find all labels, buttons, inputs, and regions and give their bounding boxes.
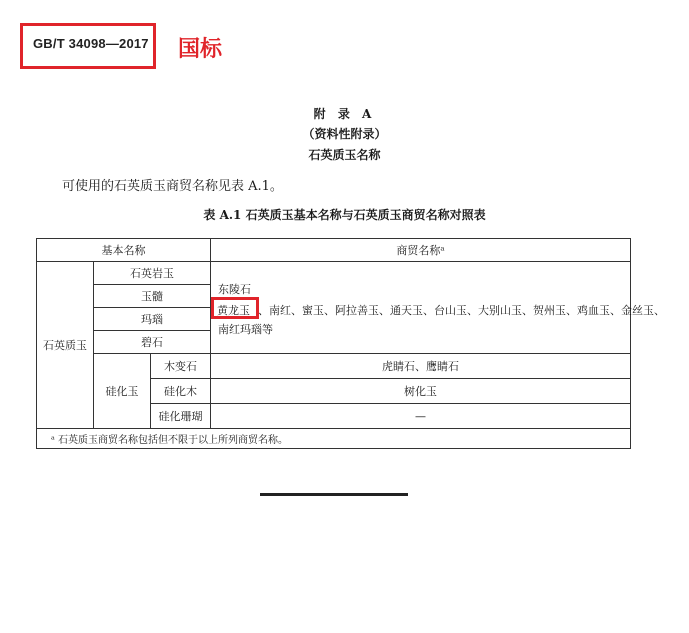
appendix-label: 附 录 A <box>313 107 376 121</box>
annotation-label: 国标 <box>178 37 223 62</box>
group2-name-cell: 硅化玉 <box>93 353 151 429</box>
name-cell: 玛瑙 <box>93 307 211 331</box>
appendix-title: 石英质玉名称 <box>308 148 381 162</box>
name-cell: 木变石 <box>150 353 211 379</box>
name-cell: 玉髓 <box>93 284 211 308</box>
trade-cell: 虎睛石、鹰睛石 <box>210 353 631 379</box>
intro-text: 可使用的石英质玉商贸名称见表 A.1。 <box>62 179 283 194</box>
table-footnote: ᵃ 石英质玉商贸名称包括但不限于以上所列商贸名称。 <box>36 428 631 449</box>
end-line <box>260 493 408 496</box>
trade-cell: — <box>210 403 631 429</box>
name-cell: 硅化木 <box>150 378 211 404</box>
standard-number: GB/T 34098—2017 <box>33 36 149 51</box>
trade-name-line2: 、南红、蜜玉、阿拉善玉、通天玉、台山玉、大别山玉、贺州玉、鸡血玉、金丝玉、 <box>258 304 665 317</box>
category-cell: 石英质玉 <box>36 261 94 429</box>
appendix-nature: （资料性附录） <box>302 127 387 141</box>
trade-name-line3: 南红玛瑙等 <box>218 323 273 336</box>
highlight-box-huanglongyu <box>211 297 259 319</box>
name-cell: 碧石 <box>93 330 211 354</box>
trade-name-line1: 东陵石 <box>218 283 251 296</box>
table-caption: 表 A.1 石英质玉基本名称与石英质玉商贸名称对照表 <box>203 208 486 222</box>
trade-name-highlight: 黄龙玉 <box>217 304 250 317</box>
name-cell: 硅化珊瑚 <box>150 403 211 429</box>
trade-cell: 树化玉 <box>210 378 631 404</box>
header-basic-name: 基本名称 <box>36 238 211 262</box>
name-cell: 石英岩玉 <box>93 261 211 285</box>
header-trade-name: 商贸名称ᵃ <box>210 238 631 262</box>
